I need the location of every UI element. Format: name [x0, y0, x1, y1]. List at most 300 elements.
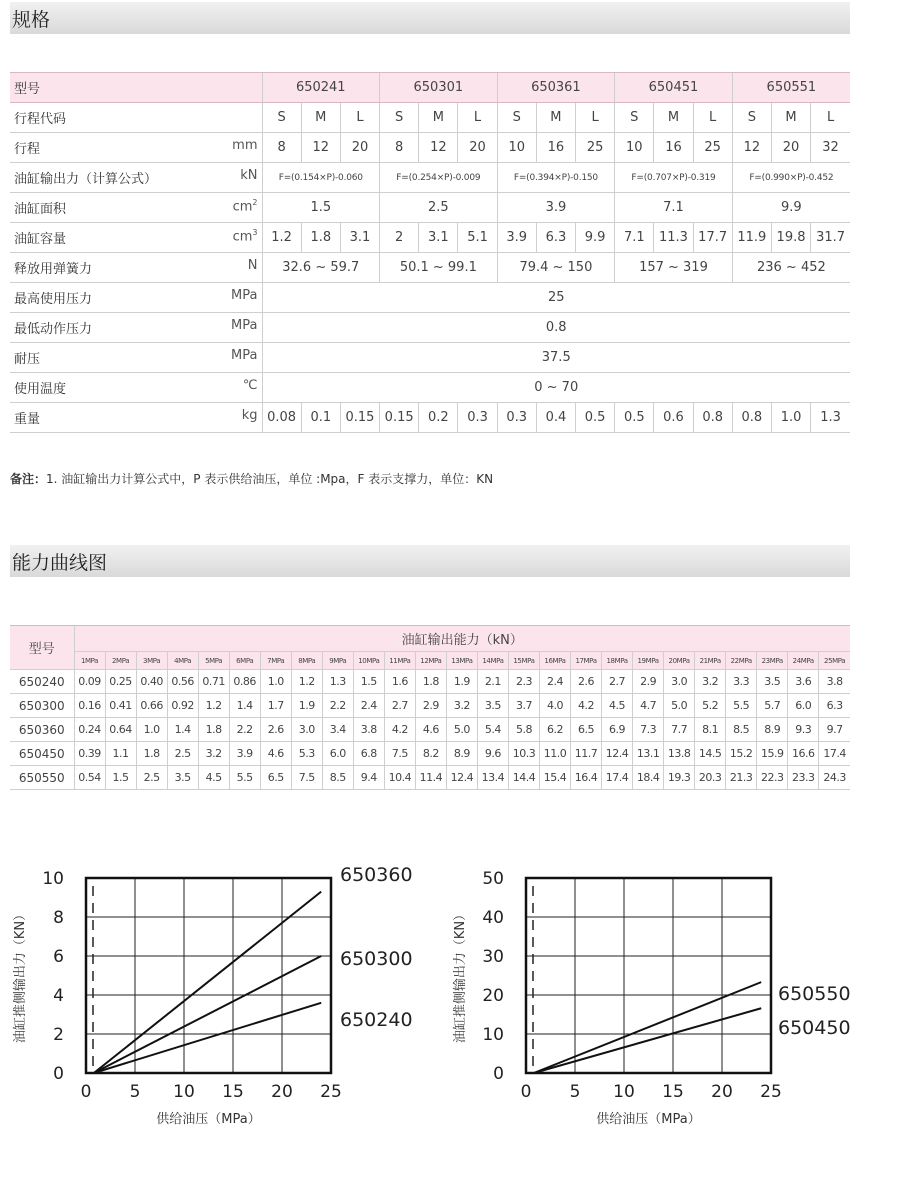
spring-label — [10, 253, 262, 283]
stroke_code-cell: S — [615, 103, 654, 133]
weight-cell: 0.8 — [693, 403, 732, 433]
curve-section-title: 能力曲线图 — [12, 552, 108, 574]
cap-value-cell: 14.4 — [508, 766, 539, 790]
min_pressure-unit: MPa — [231, 318, 258, 333]
output-cell: F=(0.990×P)-0.452 — [732, 163, 850, 193]
stroke-label-text: 行程 — [14, 142, 41, 157]
cap-value-cell: 2.4 — [539, 670, 570, 694]
cap-pressure-header: 10MPa — [353, 652, 384, 670]
capacity-label-text: 油缸容量 — [14, 232, 67, 247]
cap-value-cell: 4.2 — [571, 694, 602, 718]
cap-pressure-header: 18MPa — [602, 652, 633, 670]
series-label-650300: 650300 — [340, 948, 413, 970]
temperature-label-text: 使用温度 — [14, 382, 67, 397]
cap-value-cell: 2.1 — [477, 670, 508, 694]
cap-value-cell: 0.41 — [105, 694, 136, 718]
cap-value-cell: 5.0 — [664, 694, 695, 718]
max_pressure-unit: MPa — [231, 288, 258, 303]
spec-row-max_pressure — [10, 283, 850, 313]
cap-value-cell: 6.0 — [788, 694, 819, 718]
spring-unit: N — [247, 258, 258, 273]
plot-frame — [526, 878, 771, 1073]
area-unit-sup: 2 — [252, 198, 258, 207]
cap-value-cell: 9.6 — [477, 742, 508, 766]
stroke-cell: 12 — [301, 133, 340, 163]
spec-row-stroke — [10, 133, 850, 163]
cap-pressure-header: 22MPa — [726, 652, 757, 670]
x-tick-label: 25 — [320, 1082, 342, 1102]
cap-value-cell: 11.4 — [415, 766, 446, 790]
chart-right-svg — [440, 848, 880, 1178]
y-tick-label: 10 — [482, 1025, 504, 1045]
cap-value-cell: 11.0 — [539, 742, 570, 766]
spec-model-header: 650361 — [497, 73, 615, 103]
series-label-650240: 650240 — [340, 1009, 413, 1031]
capacity-cell: 19.8 — [771, 223, 810, 253]
cap-pressure-header: 4MPa — [167, 652, 198, 670]
weight-cell: 1.0 — [771, 403, 810, 433]
cap-value-cell: 6.8 — [353, 742, 384, 766]
y-tick-label: 10 — [42, 869, 64, 889]
cap-value-cell: 1.8 — [136, 742, 167, 766]
stroke-cell: 20 — [340, 133, 379, 163]
cap-value-cell: 4.7 — [633, 694, 664, 718]
temperature-label — [10, 373, 262, 403]
cap-model-cell: 650450 — [10, 742, 74, 766]
curve-section-header — [10, 545, 850, 577]
area-label — [10, 193, 262, 223]
cap-header-row — [10, 626, 850, 652]
cap-value-cell: 2.7 — [384, 694, 415, 718]
capacity-cell: 31.7 — [811, 223, 850, 253]
weight-cell: 0.1 — [301, 403, 340, 433]
series-line-650240 — [94, 1003, 321, 1073]
x-tick-label: 10 — [613, 1082, 635, 1102]
cap-value-cell: 2.6 — [571, 670, 602, 694]
cap-value-cell: 5.8 — [508, 718, 539, 742]
cap-value-cell: 3.3 — [726, 670, 757, 694]
stroke_code-cell: S — [380, 103, 419, 133]
weight-cell: 0.4 — [536, 403, 575, 433]
stroke-cell: 25 — [693, 133, 732, 163]
cap-value-cell: 5.0 — [446, 718, 477, 742]
cap-model-cell: 650550 — [10, 766, 74, 790]
area-label-text: 油缸面积 — [14, 202, 67, 217]
note-label: 备注： — [10, 472, 47, 486]
cap-value-cell: 2.2 — [229, 718, 260, 742]
capacity-cell: 11.3 — [654, 223, 693, 253]
cap-pressure-header: 1MPa — [74, 652, 105, 670]
cap-value-cell: 1.3 — [322, 670, 353, 694]
cap-pressure-header: 24MPa — [788, 652, 819, 670]
spec-row-output — [10, 163, 850, 193]
cap-value-cell: 1.0 — [136, 718, 167, 742]
weight-cell: 1.3 — [811, 403, 850, 433]
table-row — [10, 766, 850, 790]
cap-value-cell: 7.5 — [291, 766, 322, 790]
min_pressure-label — [10, 313, 262, 343]
cap-value-cell: 22.3 — [757, 766, 788, 790]
x-tick-label: 20 — [711, 1082, 733, 1102]
stroke-cell: 8 — [380, 133, 419, 163]
stroke-cell: 32 — [811, 133, 850, 163]
x-tick-label: 5 — [569, 1082, 581, 1102]
capacity-cell: 6.3 — [536, 223, 575, 253]
cap-pressure-header: 15MPa — [508, 652, 539, 670]
spec-model-header: 650241 — [262, 73, 380, 103]
cap-pressure-header: 25MPa — [819, 652, 850, 670]
cap-pressure-header: 5MPa — [198, 652, 229, 670]
cap-value-cell: 19.3 — [664, 766, 695, 790]
series-label-650360: 650360 — [340, 864, 413, 886]
cap-value-cell: 6.5 — [571, 718, 602, 742]
stroke_code-cell: L — [693, 103, 732, 133]
cap-value-cell: 1.2 — [198, 694, 229, 718]
cap-value-cell: 18.4 — [633, 766, 664, 790]
cap-value-cell: 0.40 — [136, 670, 167, 694]
cap-value-cell: 6.2 — [539, 718, 570, 742]
spring-cell: 32.6 ~ 59.7 — [262, 253, 380, 283]
cap-value-cell: 5.5 — [229, 766, 260, 790]
cap-value-cell: 15.4 — [539, 766, 570, 790]
cap-value-cell: 24.3 — [819, 766, 850, 790]
stroke-cell: 10 — [615, 133, 654, 163]
cap-value-cell: 9.3 — [788, 718, 819, 742]
cap-value-cell: 3.2 — [446, 694, 477, 718]
cap-value-cell: 3.5 — [477, 694, 508, 718]
capacity-label — [10, 223, 262, 253]
spec-row-stroke_code — [10, 103, 850, 133]
stroke-unit: mm — [232, 138, 258, 153]
cap-value-cell: 14.5 — [695, 742, 726, 766]
cap-value-cell: 4.0 — [539, 694, 570, 718]
cap-value-cell: 13.4 — [477, 766, 508, 790]
capacity-cell: 5.1 — [458, 223, 497, 253]
cap-pressure-header: 6MPa — [229, 652, 260, 670]
y-tick-label: 40 — [482, 908, 504, 928]
capacity-cell: 17.7 — [693, 223, 732, 253]
x-tick-label: 0 — [520, 1082, 532, 1102]
cap-pressure-header: 17MPa — [571, 652, 602, 670]
cap-value-cell: 2.7 — [602, 670, 633, 694]
cap-value-cell: 2.9 — [633, 670, 664, 694]
series-line-650300 — [94, 956, 321, 1073]
output-unit: kN — [240, 168, 258, 183]
cap-value-cell: 5.7 — [757, 694, 788, 718]
cap-value-cell: 0.39 — [74, 742, 105, 766]
cap-value-cell: 12.4 — [446, 766, 477, 790]
y-tick-label: 6 — [53, 947, 64, 967]
stroke-cell: 16 — [536, 133, 575, 163]
cap-value-cell: 17.4 — [602, 766, 633, 790]
spec-row-temperature — [10, 373, 850, 403]
cap-value-cell: 1.4 — [167, 718, 198, 742]
stroke-cell: 20 — [458, 133, 497, 163]
y-axis-title: 油缸推侧输出力（KN） — [453, 907, 468, 1044]
weight-cell: 0.5 — [576, 403, 615, 433]
stroke_code-cell: S — [732, 103, 771, 133]
cap-value-cell: 4.6 — [415, 718, 446, 742]
cap-value-cell: 2.6 — [260, 718, 291, 742]
cap-value-cell: 3.6 — [788, 670, 819, 694]
cap-value-cell: 3.0 — [664, 670, 695, 694]
y-tick-label: 0 — [493, 1064, 504, 1084]
cap-value-cell: 2.5 — [167, 742, 198, 766]
spec-section-header — [10, 2, 850, 34]
cap-value-cell: 8.2 — [415, 742, 446, 766]
weight-cell: 0.15 — [380, 403, 419, 433]
capacity-cell: 2 — [380, 223, 419, 253]
spec-row-capacity — [10, 223, 850, 253]
series-line-650550 — [534, 982, 761, 1073]
weight-cell: 0.3 — [497, 403, 536, 433]
cap-value-cell: 0.86 — [229, 670, 260, 694]
x-tick-label: 15 — [222, 1082, 244, 1102]
cap-pressure-header: 19MPa — [633, 652, 664, 670]
series-label-650450: 650450 — [778, 1017, 851, 1039]
stroke-cell: 10 — [497, 133, 536, 163]
cap-pressure-header: 3MPa — [136, 652, 167, 670]
x-tick-label: 15 — [662, 1082, 684, 1102]
cap-value-cell: 5.3 — [291, 742, 322, 766]
stroke_code-label-text: 行程代码 — [14, 112, 67, 127]
note-text: 1. 油缸输出力计算公式中，P 表示供给油压，单位 :Mpa，F 表示支撑力，单位：KN — [46, 472, 494, 486]
spec-model-header: 650551 — [732, 73, 850, 103]
cap-value-cell: 0.66 — [136, 694, 167, 718]
max_pressure-label-text: 最高使用压力 — [14, 292, 93, 307]
spring-cell: 236 ~ 452 — [732, 253, 850, 283]
cap-pressure-header: 9MPa — [322, 652, 353, 670]
cap-value-cell: 1.0 — [260, 670, 291, 694]
weight-cell: 0.08 — [262, 403, 301, 433]
cap-group-header: 油缸输出能力（kN） — [74, 626, 850, 652]
cap-value-cell: 1.1 — [105, 742, 136, 766]
y-tick-label: 20 — [482, 986, 504, 1006]
temperature-unit: ℃ — [242, 378, 258, 393]
x-axis-title: 供给油压（MPa） — [596, 1112, 701, 1127]
area-cell: 9.9 — [732, 193, 850, 223]
weight-cell: 0.3 — [458, 403, 497, 433]
cap-value-cell: 3.9 — [229, 742, 260, 766]
cap-value-cell: 4.6 — [260, 742, 291, 766]
cap-value-cell: 3.5 — [167, 766, 198, 790]
y-tick-label: 4 — [53, 986, 64, 1006]
cap-value-cell: 13.8 — [664, 742, 695, 766]
output-cell: F=(0.154×P)-0.060 — [262, 163, 380, 193]
cap-value-cell: 4.2 — [384, 718, 415, 742]
cap-value-cell: 6.5 — [260, 766, 291, 790]
cap-value-cell: 0.24 — [74, 718, 105, 742]
cap-value-cell: 2.2 — [322, 694, 353, 718]
cap-value-cell: 3.2 — [198, 742, 229, 766]
spec-header-row — [10, 73, 850, 103]
spec-model-header: 650451 — [615, 73, 733, 103]
proof-label-text: 耐压 — [14, 352, 41, 367]
output-cell: F=(0.707×P)-0.319 — [615, 163, 733, 193]
weight-label-text: 重量 — [14, 412, 41, 427]
weight-cell: 0.8 — [732, 403, 771, 433]
weight-unit: kg — [241, 408, 258, 423]
cap-model-cell: 650240 — [10, 670, 74, 694]
cap-pressure-header: 16MPa — [539, 652, 570, 670]
cap-model-header: 型号 — [10, 626, 74, 670]
cap-value-cell: 16.4 — [571, 766, 602, 790]
cap-value-cell: 0.54 — [74, 766, 105, 790]
cap-pressure-header: 11MPa — [384, 652, 415, 670]
capacity-table — [10, 625, 850, 790]
cap-value-cell: 1.9 — [446, 670, 477, 694]
capacity-cell: 1.8 — [301, 223, 340, 253]
capacity-cell: 9.9 — [576, 223, 615, 253]
cap-pressure-header: 8MPa — [291, 652, 322, 670]
cap-pressure-row — [10, 652, 850, 670]
cap-value-cell: 2.9 — [415, 694, 446, 718]
cap-value-cell: 6.3 — [819, 694, 850, 718]
weight-cell: 0.5 — [615, 403, 654, 433]
stroke-cell: 12 — [419, 133, 458, 163]
cap-value-cell: 20.3 — [695, 766, 726, 790]
spec-model-header: 650301 — [380, 73, 498, 103]
cap-model-cell: 650360 — [10, 718, 74, 742]
cap-value-cell: 8.1 — [695, 718, 726, 742]
max_pressure-label — [10, 283, 262, 313]
series-line-650450 — [534, 1008, 761, 1073]
cap-value-cell: 16.6 — [788, 742, 819, 766]
cap-value-cell: 23.3 — [788, 766, 819, 790]
spec-row-spring — [10, 253, 850, 283]
area-unit: $cm^2$ — [232, 198, 258, 215]
cap-value-cell: 12.4 — [602, 742, 633, 766]
cap-value-cell: 1.5 — [105, 766, 136, 790]
spec-header-label: 型号 — [10, 73, 262, 103]
cap-value-cell: 6.9 — [602, 718, 633, 742]
cap-value-cell: 10.4 — [384, 766, 415, 790]
cap-value-cell: 8.5 — [726, 718, 757, 742]
x-tick-label: 5 — [129, 1082, 141, 1102]
cap-value-cell: 1.2 — [291, 670, 322, 694]
stroke_code-cell: L — [458, 103, 497, 133]
cap-value-cell: 8.9 — [446, 742, 477, 766]
cap-value-cell: 0.56 — [167, 670, 198, 694]
y-tick-label: 30 — [482, 947, 504, 967]
cap-value-cell: 5.2 — [695, 694, 726, 718]
y-tick-label: 8 — [53, 908, 64, 928]
x-tick-label: 20 — [271, 1082, 293, 1102]
spring-label-text: 释放用弹簧力 — [14, 262, 93, 277]
cap-value-cell: 5.5 — [726, 694, 757, 718]
cap-value-cell: 3.2 — [695, 670, 726, 694]
cap-value-cell: 0.64 — [105, 718, 136, 742]
cap-model-cell: 650300 — [10, 694, 74, 718]
weight-cell: 0.2 — [419, 403, 458, 433]
table-row — [10, 670, 850, 694]
capacity-unit: $cm^3$ — [232, 228, 258, 245]
weight-label — [10, 403, 262, 433]
cap-value-cell: 11.7 — [571, 742, 602, 766]
proof-unit: MPa — [231, 348, 258, 363]
area-cell: 7.1 — [615, 193, 733, 223]
cap-value-cell: 2.3 — [508, 670, 539, 694]
cap-value-cell: 10.3 — [508, 742, 539, 766]
stroke_code-cell: M — [301, 103, 340, 133]
max_pressure-cell: 25 — [262, 283, 850, 313]
spec-table — [10, 72, 850, 433]
cap-pressure-header: 21MPa — [695, 652, 726, 670]
stroke_code-cell: L — [576, 103, 615, 133]
y-tick-label: 50 — [482, 869, 504, 889]
spec-section-title: 规格 — [12, 9, 51, 31]
table-row — [10, 694, 850, 718]
cap-value-cell: 15.2 — [726, 742, 757, 766]
cap-value-cell: 9.7 — [819, 718, 850, 742]
spec-row-min_pressure — [10, 313, 850, 343]
proof-cell: 37.5 — [262, 343, 850, 373]
chart-left-svg — [0, 848, 440, 1178]
cap-value-cell: 0.25 — [105, 670, 136, 694]
stroke-cell: 16 — [654, 133, 693, 163]
cap-pressure-header: 13MPa — [446, 652, 477, 670]
cap-value-cell: 9.4 — [353, 766, 384, 790]
spring-cell: 50.1 ~ 99.1 — [380, 253, 498, 283]
cap-value-cell: 0.09 — [74, 670, 105, 694]
spec-row-weight — [10, 403, 850, 433]
weight-cell: 0.15 — [340, 403, 379, 433]
cap-value-cell: 7.3 — [633, 718, 664, 742]
cap-value-cell: 1.5 — [353, 670, 384, 694]
stroke_code-label — [10, 103, 262, 133]
cap-value-cell: 7.7 — [664, 718, 695, 742]
weight-cell: 0.6 — [654, 403, 693, 433]
cap-value-cell: 8.5 — [322, 766, 353, 790]
stroke_code-cell: M — [771, 103, 810, 133]
cap-value-cell: 3.5 — [757, 670, 788, 694]
cap-value-cell: 5.4 — [477, 718, 508, 742]
cap-value-cell: 8.9 — [757, 718, 788, 742]
cap-pressure-header: 20MPa — [664, 652, 695, 670]
y-tick-label: 2 — [53, 1025, 64, 1045]
capacity-cell: 11.9 — [732, 223, 771, 253]
capacity-cell: 1.2 — [262, 223, 301, 253]
stroke-label — [10, 133, 262, 163]
cap-pressure-header: 14MPa — [477, 652, 508, 670]
cap-value-cell: 1.8 — [198, 718, 229, 742]
output-label-text: 油缸输出力（计算公式） — [14, 172, 158, 187]
capacity-cell: 3.1 — [340, 223, 379, 253]
cap-value-cell: 4.5 — [602, 694, 633, 718]
cap-value-cell: 17.4 — [819, 742, 850, 766]
y-axis-title: 油缸推侧输出力（KN） — [13, 907, 28, 1044]
chart-left — [0, 848, 440, 1182]
stroke-cell: 20 — [771, 133, 810, 163]
cap-value-cell: 1.6 — [384, 670, 415, 694]
stroke-cell: 25 — [576, 133, 615, 163]
capacity-cell: 3.9 — [497, 223, 536, 253]
area-cell: 3.9 — [497, 193, 615, 223]
cap-value-cell: 0.71 — [198, 670, 229, 694]
table-row — [10, 718, 850, 742]
output-cell: F=(0.254×P)-0.009 — [380, 163, 498, 193]
cap-value-cell: 4.5 — [198, 766, 229, 790]
area-cell: 2.5 — [380, 193, 498, 223]
area-cell: 1.5 — [262, 193, 380, 223]
cap-value-cell: 3.7 — [508, 694, 539, 718]
x-axis-title: 供给油压（MPa） — [156, 1112, 261, 1127]
output-cell: F=(0.394×P)-0.150 — [497, 163, 615, 193]
spec-row-area — [10, 193, 850, 223]
stroke-cell: 12 — [732, 133, 771, 163]
cap-value-cell: 0.16 — [74, 694, 105, 718]
cap-value-cell: 2.4 — [353, 694, 384, 718]
